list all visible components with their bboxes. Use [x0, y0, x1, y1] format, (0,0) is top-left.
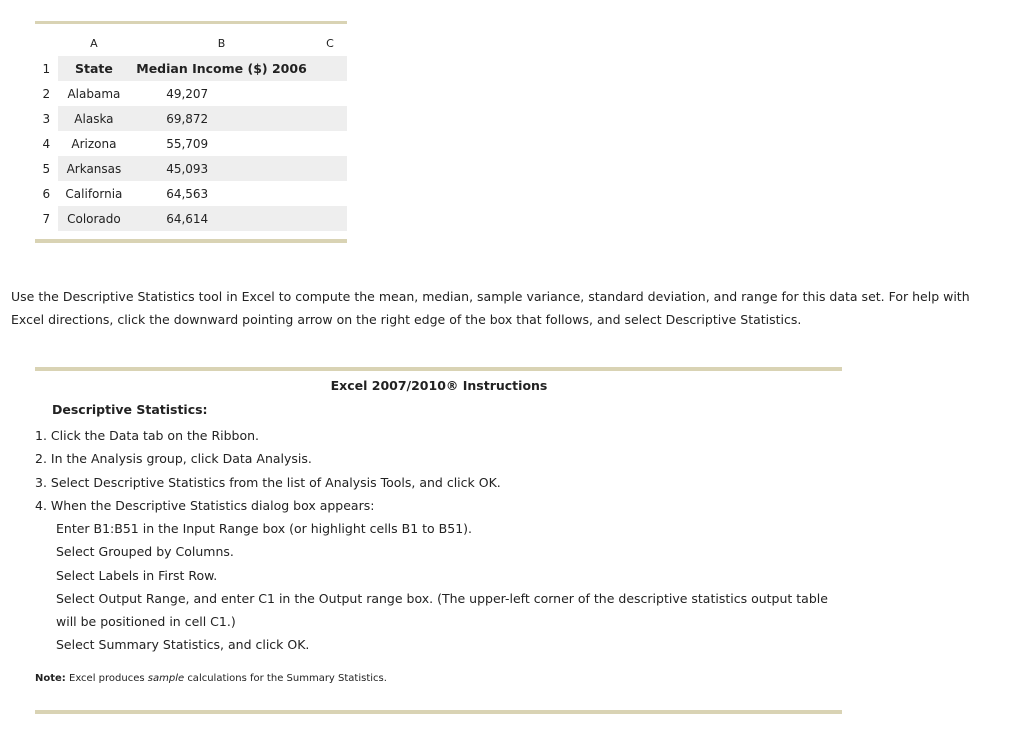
note-label: Note: — [35, 673, 66, 684]
table-row — [35, 206, 347, 231]
row-number: 5 — [42, 161, 51, 176]
income-cell: 69,872 — [130, 106, 313, 131]
note-emphasis: sample — [147, 673, 185, 684]
state-cell: Alabama — [67, 86, 121, 101]
steps-list — [35, 424, 501, 517]
table-row — [35, 106, 347, 131]
table-row — [35, 181, 347, 206]
list-item: 4. When the Descriptive Statistics dialog box appears: — [35, 497, 375, 513]
income-cell: 49,207 — [166, 86, 209, 101]
section-title: Descriptive Statistics: — [52, 402, 208, 417]
instruction-paragraph: Use the Descriptive Statistics tool in Excel to compute the mean, median, sample variance, standard deviation, and range for this data set. For help with Excel directions, click the downward pointing arrow on the right edge of the box that follows, and select Descriptive Statistics. — [11, 289, 970, 327]
note — [35, 673, 387, 684]
income-header-cell: Median Income ($) 2006 — [130, 56, 313, 81]
state-header-cell: State — [58, 56, 131, 81]
instructions-top-rule — [35, 367, 842, 371]
income-cell: 64,614 — [130, 206, 313, 231]
column-header-row — [35, 30, 347, 56]
list-item: 1. Click the Data tab on the Ribbon. — [35, 428, 260, 443]
note-text-pre: Excel produces — [69, 673, 145, 684]
table-row — [35, 131, 347, 156]
state-cell: California — [65, 186, 123, 201]
note-text-post: calculations for the Summary Statistics. — [187, 673, 387, 684]
list-item: 2. In the Analysis group, click Data Analysis. — [35, 451, 312, 467]
column-header-c: C — [326, 36, 334, 50]
list-item: Select Summary Statistics, and click OK. — [56, 637, 310, 653]
state-cell: Alaska — [58, 106, 131, 131]
list-item: Enter B1:B51 in the Input Range box (or highlight cells B1 to B51). — [56, 521, 472, 536]
table-row — [35, 81, 347, 106]
instructions-bottom-rule — [35, 710, 842, 714]
table-bottom-rule — [35, 239, 347, 243]
column-header-a: A — [90, 36, 98, 50]
row-number: 7 — [42, 211, 51, 226]
column-header-b: B — [217, 36, 226, 50]
substeps-list — [56, 517, 846, 657]
state-cell: Arkansas — [58, 156, 131, 181]
list-item: Select Output Range, and enter C1 in the Output range box. (The upper-left corner of the descriptive statistics output table will be positioned in cell C1.) — [56, 590, 828, 630]
row-number: 6 — [42, 186, 51, 201]
table-row — [35, 156, 347, 181]
income-cell: 45,093 — [130, 156, 313, 181]
list-item: 3. Select Descriptive Statistics from the list of Analysis Tools, and click OK. — [35, 474, 501, 490]
state-cell: Colorado — [58, 206, 131, 231]
income-cell: 55,709 — [166, 136, 209, 151]
row-number: 2 — [42, 86, 51, 101]
income-cell: 64,563 — [166, 186, 209, 201]
row-number: 1 — [42, 61, 51, 76]
table-top-rule — [35, 21, 347, 24]
instructions-title: Excel 2007/2010® Instructions — [330, 378, 548, 393]
table-row — [35, 56, 347, 81]
state-cell: Arizona — [71, 136, 117, 151]
row-number: 3 — [42, 111, 51, 126]
spreadsheet-table — [35, 30, 347, 231]
row-number: 4 — [42, 136, 51, 151]
list-item: Select Grouped by Columns. — [56, 544, 234, 560]
list-item: Select Labels in First Row. — [56, 567, 218, 583]
